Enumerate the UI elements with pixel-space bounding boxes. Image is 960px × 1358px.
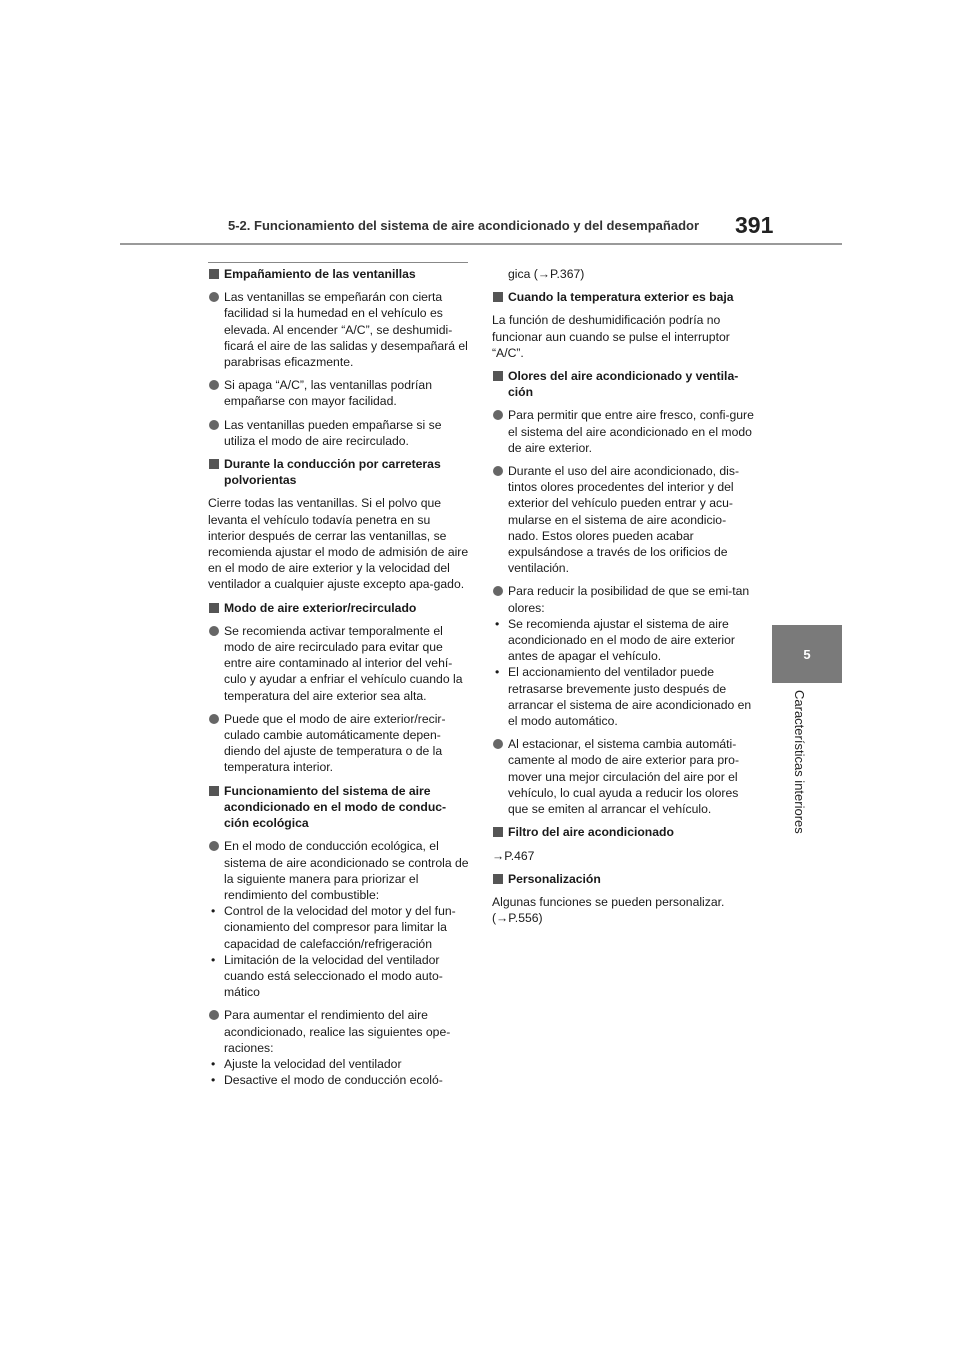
section-heading: Cuando la temperatura exterior es baja (492, 289, 754, 305)
paragraph: La función de deshumidificación podría no funcionar aun cuando se pulse el interruptor “A/C”. (492, 313, 730, 360)
chapter-label: Características interiores (792, 690, 807, 834)
bullet-item: Durante el uso del aire acondicionado, dis-tintos olores procedentes del interior y del exterior del vehículo pueden entrar y acu-mularse en el sistema de aire acondicio-nado. Estos olores pueden acabar expulsándose a través de los orificios de ventilación. (492, 463, 754, 576)
section-heading: Personalización (492, 871, 754, 887)
round-bullet-icon (493, 586, 503, 596)
sub-item: • El accionamiento del ventilador puede retrasarse brevemente justo después de arrancar el sistema de aire acondicionado en el modo automático. (495, 665, 752, 729)
bullet-item: Para permitir que entre aire fresco, confi-gure el sistema del aire acondicionado en el modo de aire exterior. (492, 407, 754, 456)
round-bullet-icon (209, 626, 219, 636)
sub-item: • Se recomienda ajustar el sistema de aire acondicionado en el modo de aire exterior antes de apagar el vehículo. (495, 616, 735, 664)
bullet-item: Las ventanillas se empeñarán con cierta facilidad si la humedad en el vehículo es elevada. Al encender “A/C”, se deshumidi-ficará el aire de las salidas y desempañará el parabrisas eficazmente. (208, 289, 470, 370)
paragraph: Cierre todas las ventanillas. Si el polvo que levanta el vehículo todavía penetra en su interior después de cerrar las ventanillas, se recomienda ajustar el modo de admisión de aire en el modo de aire exterior y la velocidad del ventilador a cualquier ajuste excepto apa-gado. (208, 496, 469, 592)
bullet-item: En el modo de conducción ecológica, el sistema de aire acondicionado se controla de la siguiente manera para priorizar el rendimiento del combustible: (208, 838, 470, 903)
sub-item: • Desactive el modo de conducción ecoló- (211, 1073, 443, 1088)
sub-item: • Control de la velocidad del motor y del fun-cionamiento del compresor para limitar la capacidad de calefacción/refrigeración (211, 904, 456, 951)
bullet-group (208, 838, 470, 1000)
square-bullet-icon (209, 786, 219, 796)
square-bullet-icon (493, 874, 503, 884)
square-bullet-icon (209, 603, 219, 613)
bullet-group (492, 583, 754, 729)
bullet-group (208, 1007, 470, 1088)
section-heading: Funcionamiento del sistema de aire acondicionado en el modo de conduc-ción ecológica (208, 783, 470, 832)
round-bullet-icon (209, 420, 219, 430)
continued-text: gica (→P.367) (508, 267, 585, 281)
chapter-number: 5 (803, 646, 811, 662)
section-heading: Durante la conducción por carreteras polvorientas (208, 456, 470, 488)
header-title: 5-2. Funcionamiento del sistema de aire acondicionado y del desempañador (228, 218, 700, 233)
bullet-item: Para reducir la posibilidad de que se emi-tan olores: (492, 583, 754, 615)
header-rule (120, 243, 842, 245)
page-reference: →P.467 (492, 848, 535, 863)
sub-item: • Ajuste la velocidad del ventilador (211, 1056, 402, 1071)
left-column (208, 266, 470, 1095)
bullet-item: Puede que el modo de aire exterior/recir-culado cambie automáticamente depen-diendo del ajuste de temperatura o de la temperatura interior. (208, 711, 470, 776)
page-number: 391 (735, 212, 774, 238)
paragraph: Algunas funciones se pueden personalizar. (→P.556) (492, 894, 725, 926)
chapter-tab (772, 625, 842, 683)
round-bullet-icon (493, 739, 503, 749)
section-heading: Olores del aire acondicionado y ventila-ción (492, 368, 754, 400)
section-rule (208, 262, 468, 263)
section-heading: Filtro del aire acondicionado (492, 824, 754, 840)
section-heading: Modo de aire exterior/recirculado (208, 600, 470, 616)
bullet-item: Para aumentar el rendimiento del aire acondicionado, realice las siguientes ope-raciones: (208, 1007, 470, 1056)
right-column (492, 266, 754, 933)
round-bullet-icon (493, 410, 503, 420)
square-bullet-icon (209, 459, 219, 469)
round-bullet-icon (209, 1010, 219, 1020)
square-bullet-icon (493, 292, 503, 302)
square-bullet-icon (493, 371, 503, 381)
bullet-item: Si apaga “A/C”, las ventanillas podrían empañarse con mayor facilidad. (208, 377, 470, 409)
round-bullet-icon (493, 466, 503, 476)
round-bullet-icon (209, 292, 219, 302)
bullet-item: Al estacionar, el sistema cambia automáti-camente al modo de aire exterior para pro-mover una mejor circulación del aire por el vehículo, lo cual ayuda a reducir los olores que se emiten al arrancar el vehículo. (492, 736, 754, 817)
round-bullet-icon (209, 380, 219, 390)
bullet-item: Las ventanillas pueden empañarse si se utiliza el modo de aire recirculado. (208, 417, 470, 449)
section-heading: Empañamiento de las ventanillas (208, 266, 470, 282)
sub-item: • Limitación de la velocidad del ventilador cuando está seleccionado el modo auto-mático (211, 952, 443, 1000)
round-bullet-icon (209, 841, 219, 851)
round-bullet-icon (209, 714, 219, 724)
square-bullet-icon (209, 269, 219, 279)
bullet-item: Se recomienda activar temporalmente el modo de aire recirculado para evitar que entre aire contaminado al interior del vehí-culo y ayudar a enfriar el vehículo cuando la temperatura del aire exterior sea alta. (208, 623, 470, 704)
square-bullet-icon (493, 827, 503, 837)
